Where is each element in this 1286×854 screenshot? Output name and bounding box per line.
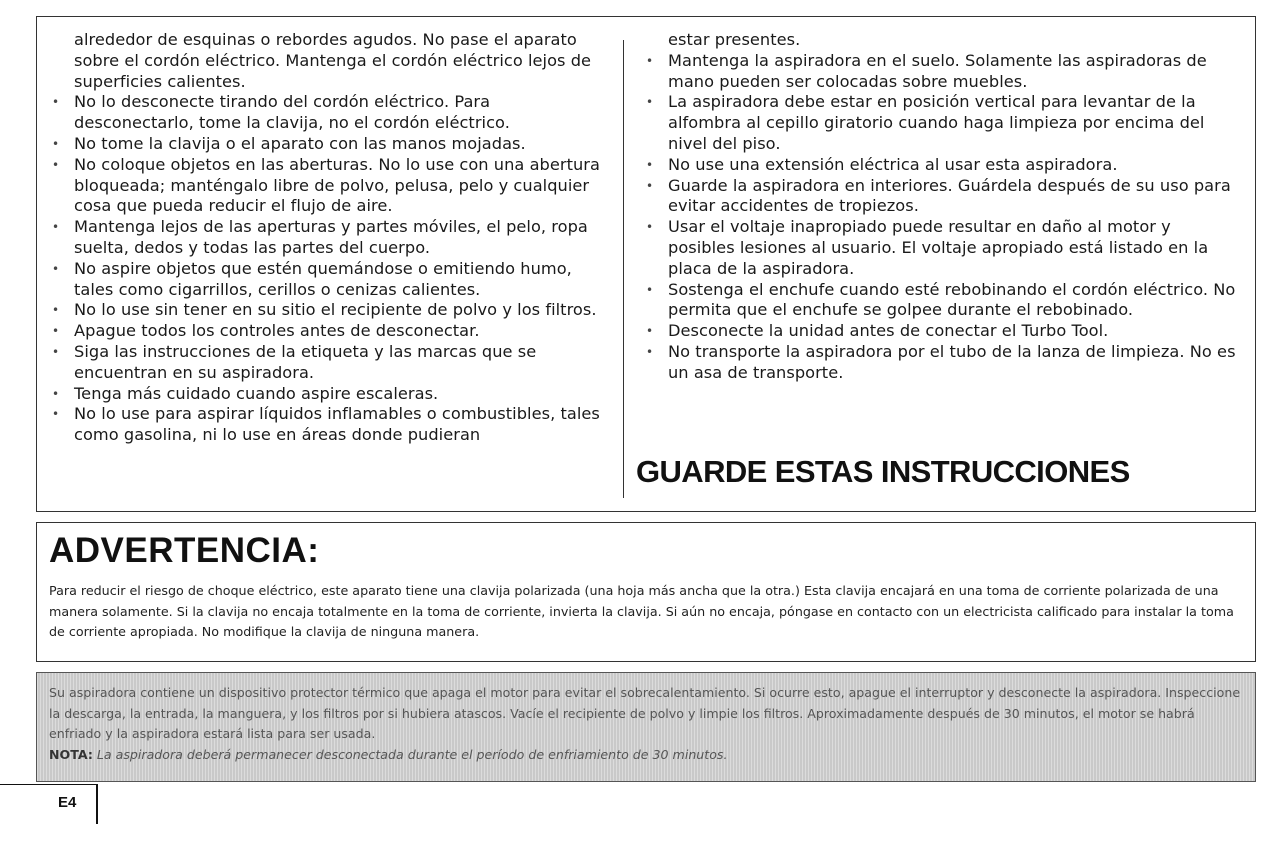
list-item: • Siga las instrucciones de la etiqueta y las marcas que se encuentran en su aspiradora. bbox=[52, 342, 610, 384]
warning-title: ADVERTENCIA: bbox=[49, 531, 320, 570]
note-line bbox=[49, 745, 1243, 766]
right-column bbox=[646, 30, 1236, 384]
list-item: • Tenga más cuidado cuando aspire escaleras. bbox=[52, 384, 610, 405]
warning-body: Para reducir el riesgo de choque eléctrico, este aparato tiene una clavija polarizada (una hoja más ancha que la otra.) Esta clavija encajará en una toma de corriente polarizada de una manera solamente. Si la clavija no encaja totalmente en la toma de corriente, invierta la clavija. Si aún no encaja, póngase en contacto con un electricista calificado para instalar la toma de corriente apropiada. No modifique la clavija de ninguna manera. bbox=[49, 583, 1234, 639]
save-instructions-heading: GUARDE ESTAS INSTRUCCIONES bbox=[636, 454, 1130, 489]
warning-box bbox=[36, 522, 1256, 662]
note-text: La aspiradora deberá permanecer desconectada durante el período de enfriamiento de 30 minutos. bbox=[96, 746, 728, 762]
page-number: E4 bbox=[58, 794, 77, 811]
thermal-protector-note bbox=[36, 672, 1256, 782]
left-bullet-list bbox=[52, 92, 610, 446]
column-divider bbox=[623, 40, 624, 498]
thermal-note-body: Su aspiradora contiene un dispositivo protector térmico que apaga el motor para evitar el sobrecalentamiento. Si ocurre esto, apague el interruptor y desconecte la aspiradora. Inspeccione la descarga, la entrada, la manguera, y los filtros por si hubiera atascos. Vacíe el recipiente de polvo y limpie los filtros. Aproximadamente después de 30 minutos, el motor se habrá enfriado y la aspiradora estará lista para ser usada. bbox=[49, 685, 1241, 741]
page-corner-bar bbox=[96, 784, 98, 824]
list-item: • Sostenga el enchufe cuando esté rebobinando el cordón eléctrico. No permita que el enchufe se golpee durante el rebobinado. bbox=[646, 280, 1236, 322]
list-item: • Mantenga lejos de las aperturas y partes móviles, el pelo, ropa suelta, dedos y todas las partes del cuerpo. bbox=[52, 217, 610, 259]
list-item: • No use una extensión eléctrica al usar esta aspiradora. bbox=[646, 155, 1236, 176]
note-label: NOTA: bbox=[49, 746, 93, 762]
list-item: • La aspiradora debe estar en posición vertical para levantar de la alfombra al cepillo giratorio cuando haga limpieza por encima del nivel del piso. bbox=[646, 92, 1236, 154]
list-item: • Desconecte la unidad antes de conectar el Turbo Tool. bbox=[646, 321, 1236, 342]
list-item: • No lo desconecte tirando del cordón eléctrico. Para desconectarlo, tome la clavija, no el cordón eléctrico. bbox=[52, 92, 610, 134]
left-column-intro: alrededor de esquinas o rebordes agudos. No pase el aparato sobre el cordón eléctrico. Mantenga el cordón eléctrico lejos de superficies calientes. bbox=[74, 30, 592, 91]
list-item: • Guarde la aspiradora en interiores. Guárdela después de su uso para evitar accidentes de tropiezos. bbox=[646, 176, 1236, 218]
list-item: • No transporte la aspiradora por el tubo de la lanza de limpieza. No es un asa de transporte. bbox=[646, 342, 1236, 384]
page-corner-rule bbox=[0, 784, 96, 785]
list-item: • Apague todos los controles antes de desconectar. bbox=[52, 321, 610, 342]
list-item: • No tome la clavija o el aparato con las manos mojadas. bbox=[52, 134, 610, 155]
list-item: • Usar el voltaje inapropiado puede resultar en daño al motor y posibles lesiones al usuario. El voltaje apropiado está listado en la placa de la aspiradora. bbox=[646, 217, 1236, 279]
list-item: • No lo use sin tener en su sitio el recipiente de polvo y los filtros. bbox=[52, 300, 610, 321]
right-column-intro: estar presentes. bbox=[668, 30, 801, 49]
right-bullet-list bbox=[646, 51, 1236, 384]
list-item: • No aspire objetos que estén quemándose o emitiendo humo, tales como cigarrillos, cerillos o cenizas calientes. bbox=[52, 259, 610, 301]
list-item: • Mantenga la aspiradora en el suelo. Solamente las aspiradoras de mano pueden ser colocadas sobre muebles. bbox=[646, 51, 1236, 93]
left-column bbox=[52, 30, 610, 446]
list-item: • No lo use para aspirar líquidos inflamables o combustibles, tales como gasolina, ni lo use en áreas donde pudieran bbox=[52, 404, 610, 446]
list-item: • No coloque objetos en las aberturas. No lo use con una abertura bloqueada; manténgalo libre de polvo, pelusa, pelo y cualquier cosa que pueda reducir el flujo de aire. bbox=[52, 155, 610, 217]
